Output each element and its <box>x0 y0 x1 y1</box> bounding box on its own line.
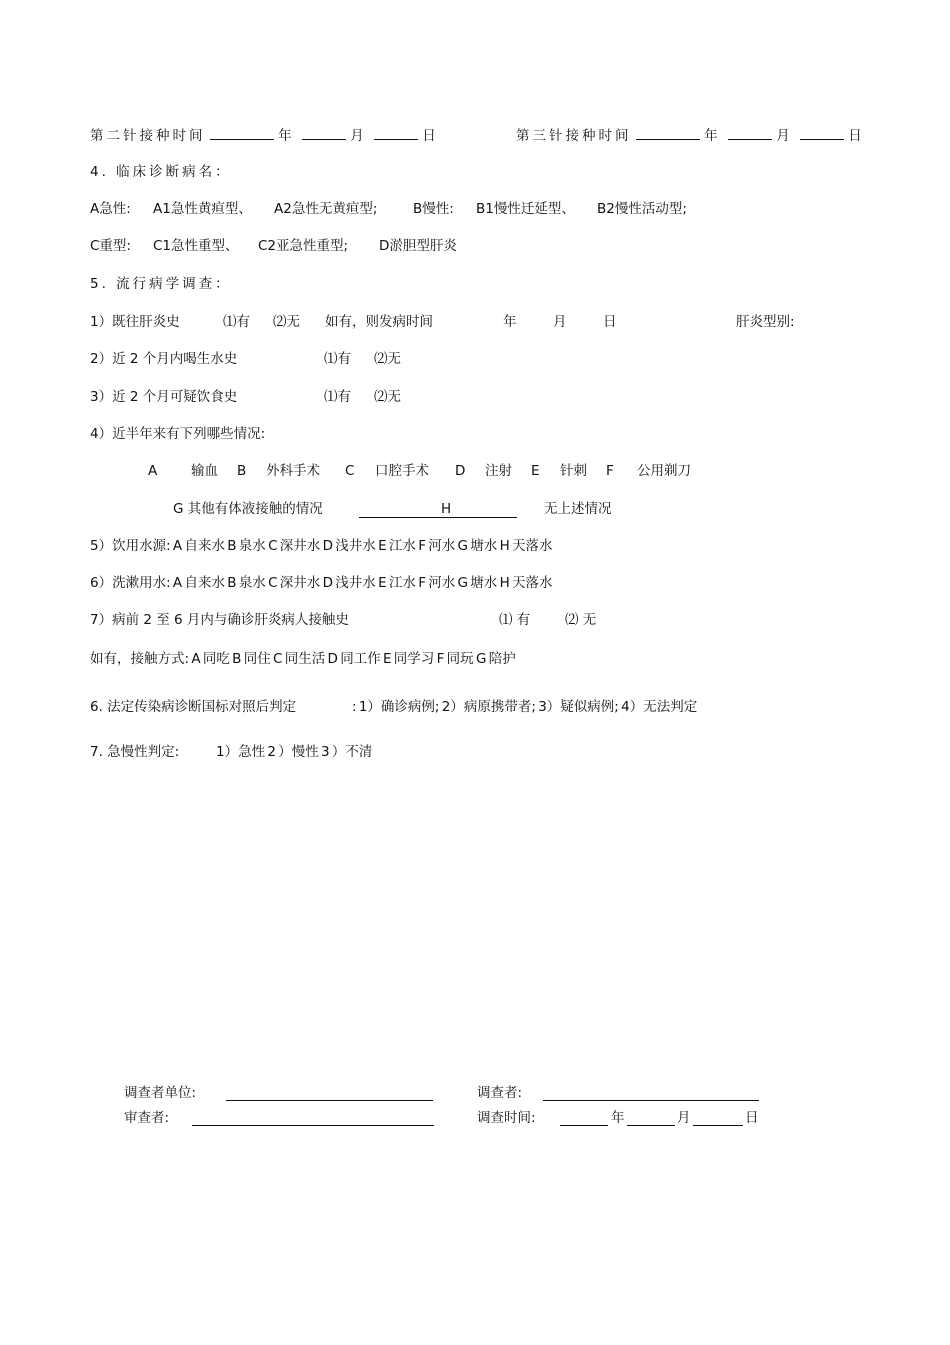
investigator-unit-blank[interactable] <box>226 1100 433 1101</box>
investigation-year-blank[interactable] <box>560 1111 608 1126</box>
q4-opt-c-letter: C <box>345 463 355 479</box>
q4-opt-b-letter: B <box>237 463 247 479</box>
investigation-day-blank[interactable] <box>693 1111 743 1126</box>
q1-month: 月 <box>553 314 567 330</box>
q4-label: 4）近半年来有下列哪些情况: <box>90 426 266 442</box>
q4-opt-d-letter: D <box>455 463 466 479</box>
investigation-time-label: 调查时间: <box>477 1110 536 1126</box>
second-dose-day-blank[interactable] <box>374 125 418 140</box>
section-6-options: : 1）确诊病例; 2）病原携带者; 3）疑似病例; 4）无法判定 <box>352 699 698 715</box>
q1-row <box>90 313 830 331</box>
q3-opt-no[interactable]: ⑵无 <box>374 389 401 405</box>
q4-opt-b-text[interactable]: 外科手术 <box>266 463 320 479</box>
diag-d: D淤胆型肝炎 <box>379 238 457 254</box>
investigation-month-blank[interactable] <box>627 1111 675 1126</box>
q4-opt-f-text[interactable]: 公用剃刀 <box>637 463 691 479</box>
q3-opt-yes[interactable]: ⑴有 <box>324 389 351 405</box>
q7-opt-yes[interactable]: ⑴ 有 <box>499 612 531 628</box>
diag-c: C重型: <box>90 238 131 254</box>
year-label: 年 <box>704 128 718 144</box>
diag-c1: C1急性重型、 <box>153 238 239 254</box>
investigator-unit-label: 调查者单位: <box>124 1085 197 1101</box>
q3-label: 3）近 2 个月可疑饮食史 <box>90 389 238 405</box>
investigation-time-row <box>477 1109 767 1127</box>
day-label: 日 <box>422 128 436 144</box>
section-5-title: 5. 流行病学调查： <box>90 276 232 292</box>
q1-label: 1）既往肝炎史 <box>90 314 180 330</box>
section-6-row <box>90 698 810 716</box>
second-dose-time-row <box>90 125 436 145</box>
q1-ifyes-label: 如有，则发病时间 <box>325 314 433 330</box>
q1-day: 日 <box>603 314 617 330</box>
month-label: 月 <box>776 128 790 144</box>
q4-opt-h: H <box>441 501 452 517</box>
investigation-day-label: 日 <box>745 1110 759 1126</box>
section-7-label: 7. 急慢性判定: <box>90 744 180 760</box>
q2-label: 2）近 2 个月内喝生水史 <box>90 351 238 367</box>
section-7-options: 1）急性 2 ）慢性 3 ）不清 <box>216 744 373 760</box>
diag-b: B慢性: <box>413 201 454 217</box>
diagnosis-line-2 <box>90 237 510 255</box>
section-6-label: 6. 法定传染病诊断国标对照后判定 <box>90 699 297 715</box>
diag-a: A急性: <box>90 201 131 217</box>
investigation-year-label: 年 <box>611 1110 625 1126</box>
q4-opt-d-text[interactable]: 注射 <box>485 463 512 479</box>
reviewer-blank[interactable] <box>192 1125 434 1126</box>
q4-opt-f-letter: F <box>606 463 614 479</box>
q4-opt-c-text[interactable]: 口腔手术 <box>375 463 429 479</box>
contact-method: 如有，接触方式: A 同吃 B 同住 C 同生活 D 同工作 E 同学习 F 同玩 G 陪护 <box>90 651 516 667</box>
q3-row <box>90 388 420 406</box>
third-dose-year-blank[interactable] <box>636 125 700 140</box>
q4-g-blank[interactable] <box>359 500 517 518</box>
third-dose-label: 第三针接种时间 <box>516 128 632 144</box>
q4-opt-none[interactable]: 无上述情况 <box>544 501 612 517</box>
third-dose-month-blank[interactable] <box>728 125 772 140</box>
q1-hepatitis-type: 肝炎型别: <box>736 314 795 330</box>
q2-row <box>90 350 420 368</box>
q2-opt-yes[interactable]: ⑴有 <box>324 351 351 367</box>
q4-opt-a-text[interactable]: 输血 <box>191 463 218 479</box>
year-label: 年 <box>278 128 292 144</box>
section-7-row <box>90 743 450 761</box>
month-label: 月 <box>350 128 364 144</box>
q4-opt-e-letter: E <box>531 463 540 479</box>
third-dose-time-row <box>516 125 862 145</box>
q2-opt-no[interactable]: ⑵无 <box>374 351 401 367</box>
q7-opt-no[interactable]: ⑵ 无 <box>565 612 597 628</box>
diag-a1: A1急性黄疸型、 <box>153 201 252 217</box>
q7-row <box>90 611 610 629</box>
second-dose-label: 第二针接种时间 <box>90 128 206 144</box>
q4-opt-g[interactable]: G 其他有体液接触的情况 <box>173 501 323 517</box>
reviewer-label: 审查者: <box>124 1110 170 1126</box>
day-label: 日 <box>848 128 862 144</box>
q4-options-row-1 <box>148 462 708 480</box>
second-dose-month-blank[interactable] <box>302 125 346 140</box>
q1-year: 年 <box>503 314 517 330</box>
second-dose-year-blank[interactable] <box>210 125 274 140</box>
third-dose-day-blank[interactable] <box>800 125 844 140</box>
diag-b1: B1慢性迁延型、 <box>476 201 575 217</box>
diag-c2: C2亚急性重型; <box>258 238 349 254</box>
q5-water-source: 5）饮用水源: A 自来水 B 泉水 C 深井水 D 浅井水 E 江水 F 河水 G 塘水 H 天落水 <box>90 538 553 554</box>
diag-b2: B2慢性活动型; <box>597 201 687 217</box>
q7-label: 7）病前 2 至 6 月内与确诊肝炎病人接触史 <box>90 612 349 628</box>
investigator-blank[interactable] <box>543 1100 759 1101</box>
q4-options-row-2 <box>173 500 633 520</box>
diag-a2: A2急性无黄疸型; <box>274 201 378 217</box>
q1-opt-yes[interactable]: ⑴有 <box>223 314 250 330</box>
section-4-title: 4. 临床诊断病名： <box>90 164 232 180</box>
investigation-month-label: 月 <box>677 1110 691 1126</box>
q4-opt-e-text[interactable]: 针刺 <box>560 463 587 479</box>
investigator-label: 调查者: <box>477 1085 523 1101</box>
q1-opt-no[interactable]: ⑵无 <box>273 314 300 330</box>
q6-washing-water: 6）洗漱用水: A 自来水 B 泉水 C 深井水 D 浅井水 E 江水 F 河水 G 塘水 H 天落水 <box>90 575 553 591</box>
diagnosis-line-1 <box>90 200 710 218</box>
q4-opt-a-letter: A <box>148 463 158 479</box>
